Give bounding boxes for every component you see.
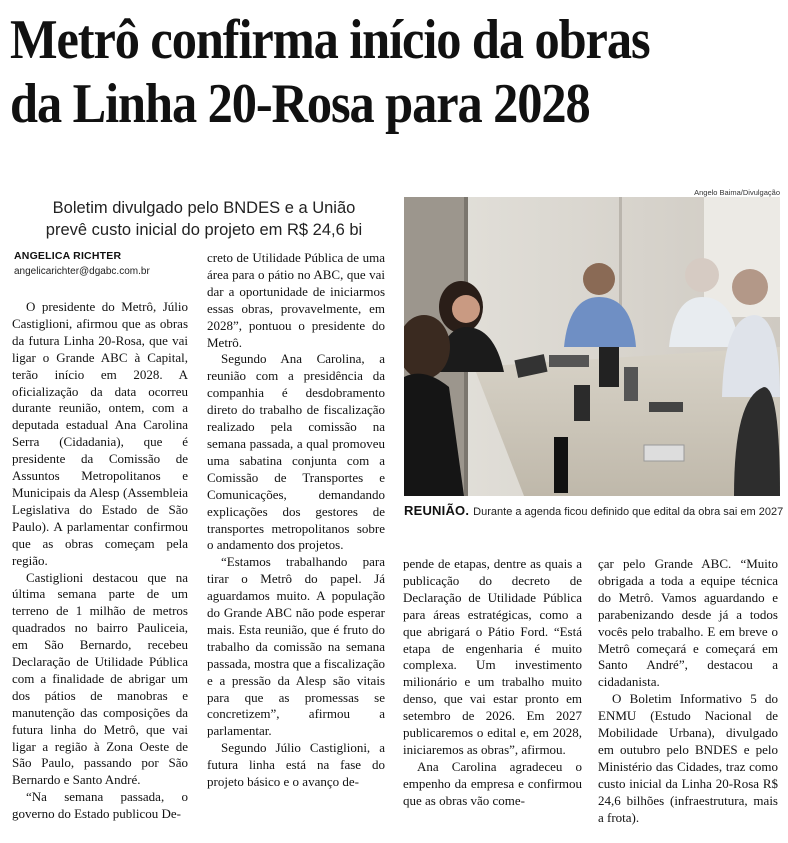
text-column-4 bbox=[598, 556, 778, 827]
photo-credit: Angelo Baima/Divulgação bbox=[694, 188, 780, 197]
subheadline bbox=[14, 197, 394, 241]
headline-line-2: da Linha 20-Rosa para 2028 bbox=[10, 73, 590, 135]
paragraph: O Boletim Informativo 5 do ENMU (Estudo Nacional de Mobilidade Urbana), divulgado em outubro pelo BNDES e pelo Ministério das Cidades, traz como custo inicial da Linha 20-Rosa R$ 24,6 bilhões (infraestrutura, mais a frota). bbox=[598, 691, 778, 825]
text-column-1 bbox=[12, 299, 188, 823]
meeting-photo bbox=[404, 197, 780, 496]
paragraph: “Na semana passada, o governo do Estado publicou De- bbox=[12, 789, 188, 822]
paragraph: Castiglioni destacou que na última semana parte de um terreno de 1 milhão de metros quadrados no bairro Pauliceia, em São Bernardo, recebeu Declaração de Utilidade Pública com a finalidade de abrigar um dos pátios de manobras e manutenção das composições da futura linha do Metrô, que vai ligar a região à Zona Oeste de São Paulo, passando por São Bernardo e Santo André. bbox=[12, 569, 188, 788]
author-email[interactable]: angelicarichter@dgabc.com.br bbox=[14, 266, 150, 277]
caption-text: Durante a agenda ficou definido que edital da obra sai em 2027 bbox=[473, 506, 784, 518]
caption-tag: REUNIÃO. bbox=[404, 503, 470, 518]
paragraph: Segundo Júlio Castiglioni, a futura linha está na fase do projeto básico e o avanço de- bbox=[207, 740, 385, 790]
headline-line-1: Metrô confirma início da obras bbox=[10, 9, 650, 71]
paragraph-continued: çar pelo Grande ABC. “Muito obrigada a toda a equipe técnica do Metrô. Vamos aguardando e parabenizando desde já a todos vocês pelo trabalho. E em breve o Metrô começará e começará em Santo André”, destacou a cidadanista. bbox=[598, 556, 778, 690]
text-column-2 bbox=[207, 250, 385, 791]
subhead-line-1: Boletim divulgado pelo BNDES e a União bbox=[52, 199, 356, 217]
text-column-3 bbox=[403, 556, 582, 810]
subhead-line-2: prevê custo inicial do projeto em R$ 24,6 bi bbox=[45, 221, 363, 239]
paragraph: Ana Carolina agradeceu o empenho da empresa e confirmou que as obras vão come- bbox=[403, 758, 582, 808]
headline bbox=[10, 8, 703, 136]
paragraph-continued: creto de Utilidade Pública de uma área para o pátio no ABC, que vai dar a oportunidade de iniciarmos essas obras, provavelmente, em 2028”, pontuou o presidente do Metrô. bbox=[207, 250, 385, 350]
paragraph: O presidente do Metrô, Júlio Castiglioni, afirmou que as obras da futura Linha 20-Rosa, que vai ligar o Grande ABC à Capital, terão início em 2028. A oficialização da data ocorreu durante reunião, ontem, com a deputada estadual Ana Carolina Serra (Cidadania), que é presidente da Comissão de Assuntos Metropolitanos e Municipais da Alesp (Assembleia Legislativa do Estado de São Paulo). A parlamentar confirmou que as obras começam pela região. bbox=[12, 299, 188, 568]
author-name: ANGELICA RICHTER bbox=[14, 250, 122, 262]
paragraph: Segundo Ana Carolina, a reunião com a presidência da companhia é desdobramento direto do trabalho de fiscalização realizado pela comissão na semana passada, a qual promoveu uma sabatina conjunta com a Comissão de Transportes e Comunicações, demandando explicações dos gestores de transportes metropolitanos sobre o andamento dos projetos. bbox=[207, 351, 385, 553]
paragraph-continued: pende de etapas, dentre as quais a publicação do decreto de Declaração de Utilidade Pública para áreas estratégicas, como a que abrigará o Pátio Ford. “Está etapa de engenharia é muito complexa. Um investimento milionário e um trabalho muito denso, que vai estar pronto em setembro de 2026. Em 2027 publicaremos o edital e, em 2028, iniciaremos as obras”, afirmou. bbox=[403, 556, 582, 757]
photo-caption bbox=[404, 503, 784, 518]
paragraph: “Estamos trabalhando para tirar o Metrô do papel. Já aguardamos muito. A população do Grande ABC não pode esperar mais. Esta reunião, que é fruto do trabalho da comissão na semana passada, mostra que a fiscalização e a pressão da Alesp são vitais para que as promessas se concretizem”, afirmou a parlamentar. bbox=[207, 554, 385, 739]
meeting-photo-image bbox=[404, 197, 780, 496]
